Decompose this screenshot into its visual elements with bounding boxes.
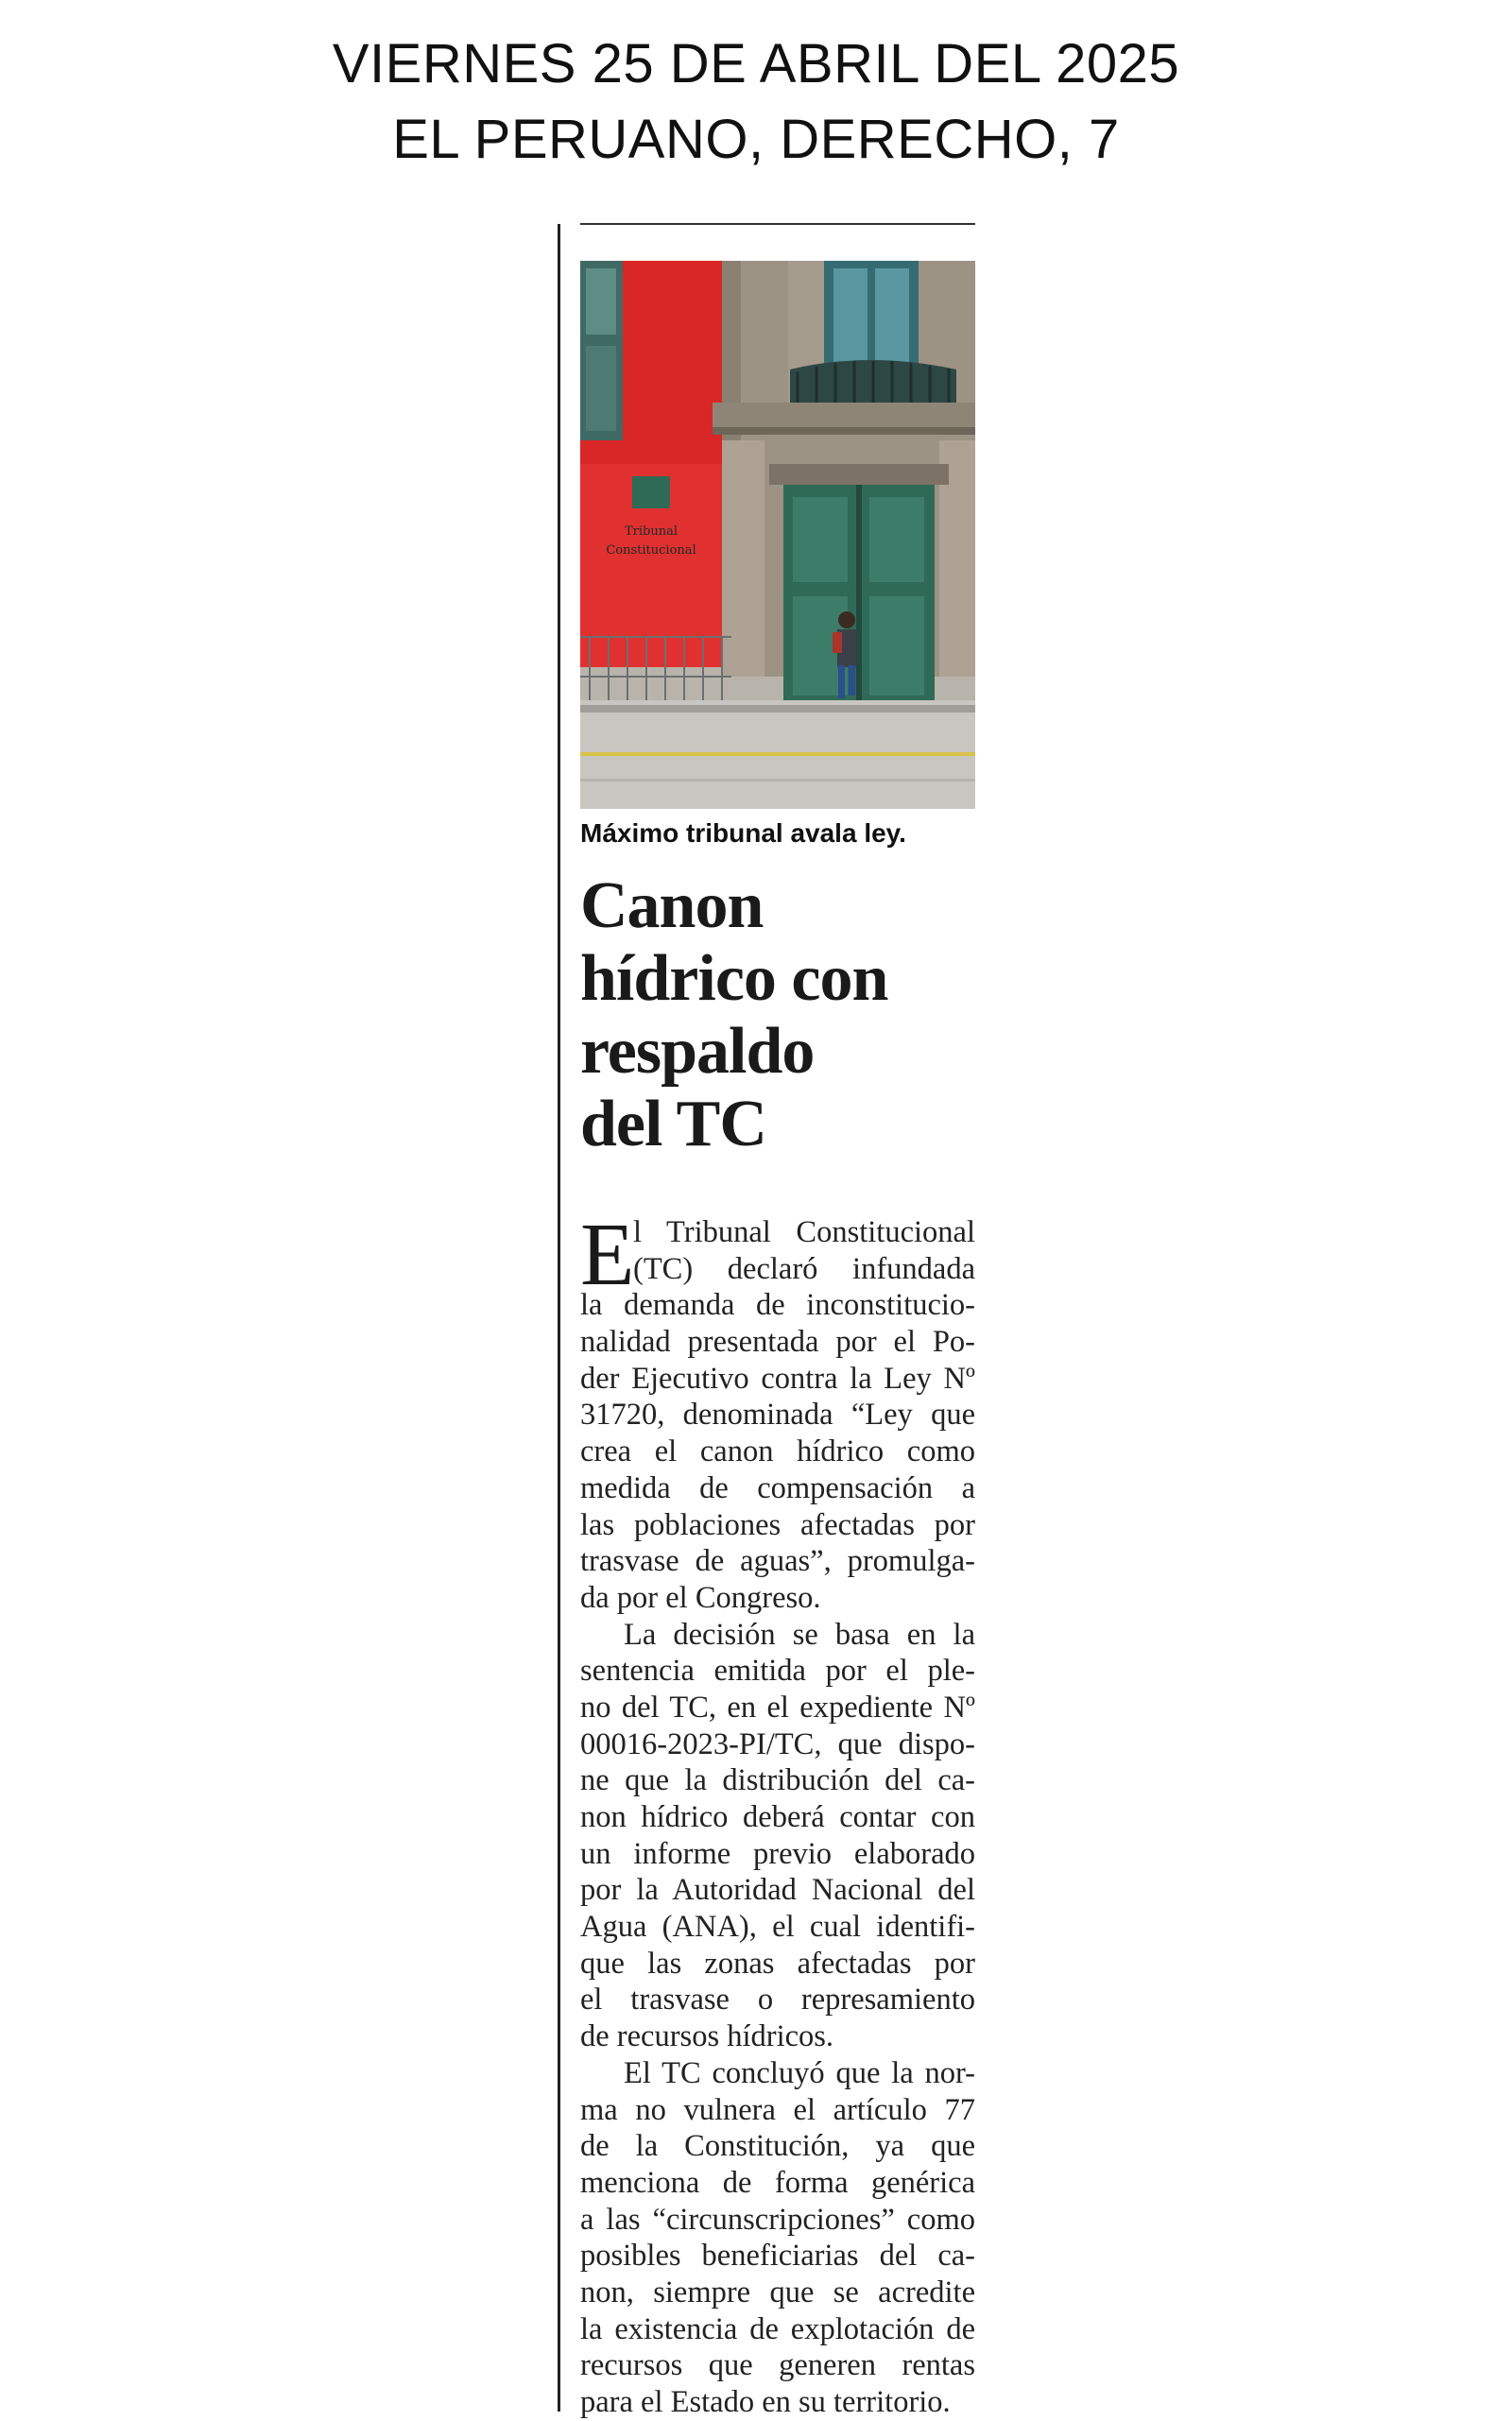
article-line: nalidad presentada por el Po- xyxy=(580,1325,975,1360)
article-line: El TC concluyó que la nor- xyxy=(624,2055,975,2090)
headline-line: Canon xyxy=(580,869,764,942)
drop-cap: E xyxy=(580,1206,635,1304)
article-line: ma no vulnera el artículo 77 xyxy=(580,2092,975,2127)
article-line: que las zonas afectadas por xyxy=(580,1946,975,1981)
article-line: de recursos hídricos. xyxy=(580,2019,834,2054)
article-line: no del TC, en el expediente Nº xyxy=(580,1690,975,1725)
headline xyxy=(580,869,996,1160)
headline-line: hídrico con xyxy=(580,942,888,1015)
article-line: non, siempre que se acredite xyxy=(580,2275,975,2309)
section-line: EL PERUANO, DERECHO, 7 xyxy=(392,109,1120,170)
article-line: posibles beneficiarias del ca- xyxy=(580,2239,975,2274)
article-line: recursos que generen rentas xyxy=(580,2348,975,2383)
article-line: l Tribunal Constitucional xyxy=(633,1215,975,1249)
article-line: menciona de forma genérica xyxy=(580,2165,975,2200)
article-line: trasvase de aguas”, promulga- xyxy=(580,1544,975,1579)
article-line: Agua (ANA), el cual identifi- xyxy=(580,1910,975,1945)
article-line: un informe previo elaborado xyxy=(580,1836,975,1871)
article-line: para el Estado en su territorio. xyxy=(580,2385,951,2419)
article-line: ne que la distribución del ca- xyxy=(580,1763,975,1798)
article-line: La decisión se basa en la xyxy=(624,1617,975,1652)
article-line: a las “circunscripciones” como xyxy=(580,2202,975,2237)
article-line: la existencia de explotación de xyxy=(580,2311,975,2346)
headline-line: del TC xyxy=(580,1088,766,1160)
article-line: non hídrico deberá contar con xyxy=(580,1800,975,1834)
date-line: VIERNES 25 DE ABRIL DEL 2025 xyxy=(332,33,1180,94)
article-line: el trasvase o represamiento xyxy=(580,1983,975,2018)
photo-caption: Máximo tribunal avala ley. xyxy=(580,818,906,848)
article-line: la demanda de inconstitucio- xyxy=(580,1288,975,1323)
article-line: da por el Congreso. xyxy=(580,1580,821,1615)
article-line: medida de compensación a xyxy=(580,1470,975,1505)
article-line: de la Constitución, ya que xyxy=(580,2129,975,2164)
article-line: sentencia emitida por el ple- xyxy=(580,1654,975,1689)
sign-text-2: Constitucional xyxy=(606,543,696,558)
article-body xyxy=(580,1206,975,2421)
article-line: crea el canon hídrico como xyxy=(580,1434,975,1469)
top-rule xyxy=(580,223,975,225)
article-line: 00016-2023-PI/TC, que dispo- xyxy=(580,1726,975,1761)
column-divider xyxy=(558,224,560,2412)
article-line: (TC) declaró infundada xyxy=(633,1251,975,1286)
article-line: der Ejecutivo contra la Ley Nº xyxy=(580,1361,975,1396)
article-line: por la Autoridad Nacional del xyxy=(580,1873,975,1908)
article-line: las poblaciones afectadas por xyxy=(580,1507,975,1542)
sign-text-1: Tribunal xyxy=(624,524,679,539)
article-line: 31720, denominada “Ley que xyxy=(580,1398,975,1433)
article-photo xyxy=(580,261,975,809)
headline-line: respaldo xyxy=(580,1015,815,1088)
